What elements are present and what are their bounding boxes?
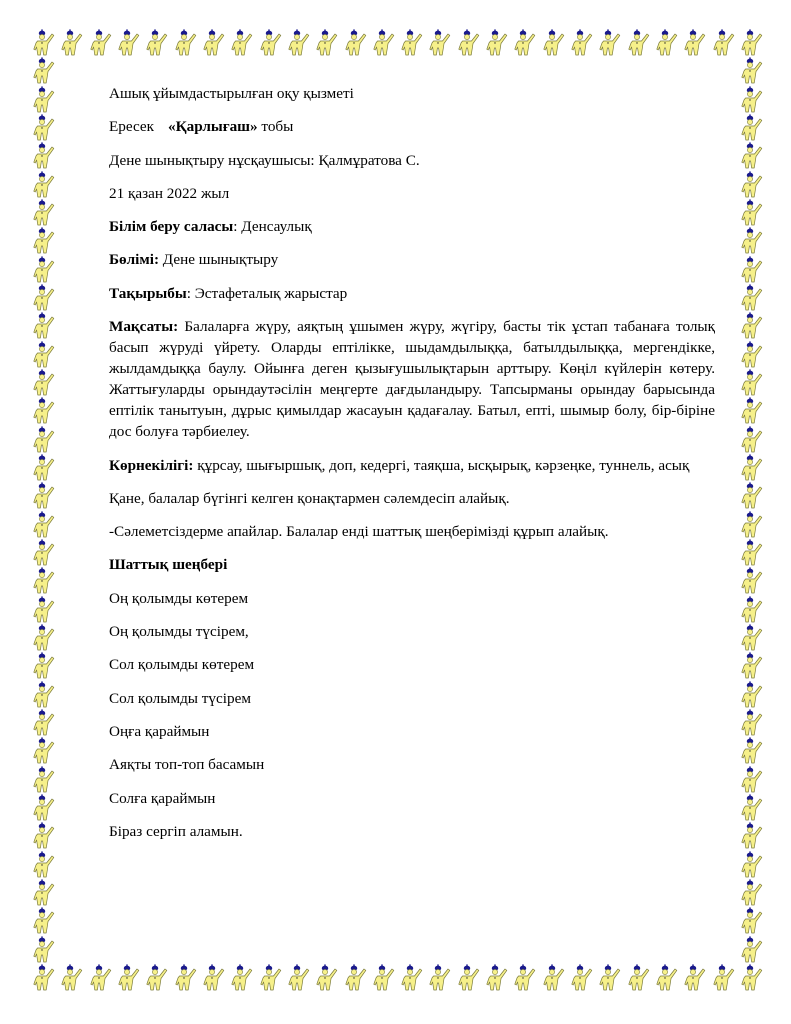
section-label: Бөлімі: bbox=[109, 251, 159, 269]
waving-child-icon bbox=[32, 766, 56, 794]
waving-child-icon bbox=[598, 29, 622, 57]
waving-child-icon bbox=[712, 29, 736, 57]
waving-child-icon bbox=[683, 964, 707, 992]
waving-child-icon bbox=[627, 29, 651, 57]
waving-child-icon bbox=[683, 29, 707, 57]
waving-child-icon bbox=[315, 29, 339, 57]
waving-child-icon bbox=[457, 964, 481, 992]
waving-child-icon bbox=[740, 142, 764, 170]
waving-child-icon bbox=[32, 199, 56, 227]
waving-child-icon bbox=[400, 964, 424, 992]
waving-child-icon bbox=[32, 879, 56, 907]
waving-child-icon bbox=[32, 737, 56, 765]
waving-child-icon bbox=[542, 964, 566, 992]
goal-field bbox=[109, 316, 715, 442]
waving-child-icon bbox=[32, 426, 56, 454]
waving-child-icon bbox=[400, 29, 424, 57]
waving-child-icon bbox=[202, 964, 226, 992]
waving-child-icon bbox=[457, 29, 481, 57]
waving-child-icon bbox=[287, 29, 311, 57]
waving-child-icon bbox=[740, 57, 764, 85]
waving-child-icon bbox=[740, 284, 764, 312]
circle-verse-line: Біраз сергіп аламын. bbox=[109, 822, 243, 840]
waving-child-icon bbox=[627, 964, 651, 992]
waving-child-icon bbox=[372, 29, 396, 57]
goal-value: Балаларға жүру, аяқтың ұшымен жүру, жүгіру, басты тік ұстап табанаға толық басып жүруді үйрету. Оларды ептілікке, шыдамдылыққа, батылдылыққа, мергендікке, жылдамдыққа баулу. Ойынға деген қызығушылықтарын арттыру. Көңіл күйлерін көтеру. Жаттығуларды орындаутәсілін меңгерте дағдыландыру. Тапсырманы орындау барысында ептілік танытуын, дұрыс қимылдар жасауын қадағалау. Батыл, епті, шымыр болу, бір-біріне дос болуға тәрбиелеу. bbox=[109, 318, 715, 441]
waving-child-icon bbox=[32, 397, 56, 425]
waving-child-icon bbox=[428, 29, 452, 57]
waving-child-icon bbox=[570, 29, 594, 57]
waving-child-icon bbox=[32, 936, 56, 964]
waving-child-icon bbox=[485, 29, 509, 57]
waving-child-icon bbox=[32, 341, 56, 369]
waving-child-icon bbox=[740, 822, 764, 850]
waving-child-icon bbox=[32, 312, 56, 340]
waving-child-icon bbox=[117, 29, 141, 57]
waving-child-icon bbox=[740, 256, 764, 284]
waving-child-icon bbox=[740, 709, 764, 737]
waving-child-icon bbox=[32, 596, 56, 624]
waving-child-icon bbox=[259, 29, 283, 57]
waving-child-icon bbox=[32, 454, 56, 482]
waving-child-icon bbox=[740, 454, 764, 482]
waving-child-icon bbox=[570, 964, 594, 992]
waving-child-icon bbox=[32, 652, 56, 680]
waving-child-icon bbox=[202, 29, 226, 57]
visual-aids-value: құрсау, шығыршық, доп, кедергі, таяқша, ысқырық, кәрзеңке, туннель, асық bbox=[193, 456, 690, 474]
waving-child-icon bbox=[32, 709, 56, 737]
waving-child-icon bbox=[740, 737, 764, 765]
waving-child-icon bbox=[542, 29, 566, 57]
waving-child-icon bbox=[60, 964, 84, 992]
waving-child-icon bbox=[740, 879, 764, 907]
waving-child-icon bbox=[230, 964, 254, 992]
waving-child-icon bbox=[230, 29, 254, 57]
waving-child-icon bbox=[372, 964, 396, 992]
waving-child-icon bbox=[32, 794, 56, 822]
waving-child-icon bbox=[740, 624, 764, 652]
topic-label: Тақырыбы bbox=[109, 284, 187, 302]
waving-child-icon bbox=[740, 397, 764, 425]
waving-child-icon bbox=[740, 766, 764, 794]
waving-child-icon bbox=[32, 29, 56, 57]
waving-child-icon bbox=[740, 199, 764, 227]
waving-child-icon bbox=[259, 964, 283, 992]
date-line: 21 қазан 2022 жыл bbox=[109, 184, 230, 202]
waving-child-icon bbox=[32, 284, 56, 312]
visual-aids-field bbox=[109, 455, 715, 476]
waving-child-icon bbox=[740, 227, 764, 255]
waving-child-icon bbox=[145, 964, 169, 992]
waving-child-icon bbox=[32, 369, 56, 397]
waving-child-icon bbox=[513, 29, 537, 57]
circle-verse-line: Солға қараймын bbox=[109, 789, 216, 807]
waving-child-icon bbox=[287, 964, 311, 992]
group-suffix: тобы bbox=[257, 118, 294, 136]
waving-child-icon bbox=[485, 964, 509, 992]
waving-child-icon bbox=[145, 29, 169, 57]
waving-child-icon bbox=[740, 652, 764, 680]
waving-child-icon bbox=[740, 511, 764, 539]
activity-title: Ашық ұйымдастырылған оқу қызметі bbox=[109, 85, 354, 102]
group-name: «Қарлығаш» bbox=[168, 118, 258, 136]
topic-value: : Эстафеталық жарыстар bbox=[186, 284, 348, 302]
waving-child-icon bbox=[32, 511, 56, 539]
dialogue-line: Қане, балалар бүгінгі келген қонақтармен сәлемдесіп алайық. bbox=[109, 489, 510, 507]
waving-child-icon bbox=[89, 29, 113, 57]
group-prefix: Ересек bbox=[109, 118, 155, 136]
waving-child-icon bbox=[32, 114, 56, 142]
waving-child-icon bbox=[32, 86, 56, 114]
education-area-value: : Денсаулық bbox=[233, 218, 312, 236]
waving-child-icon bbox=[655, 29, 679, 57]
waving-child-icon bbox=[32, 482, 56, 510]
waving-child-icon bbox=[315, 964, 339, 992]
visual-aids-label: Көрнекілігі: bbox=[109, 456, 194, 474]
waving-child-icon bbox=[32, 171, 56, 199]
waving-child-icon bbox=[32, 964, 56, 992]
waving-child-icon bbox=[32, 822, 56, 850]
waving-child-icon bbox=[32, 851, 56, 879]
section-field bbox=[109, 249, 715, 270]
education-area-field bbox=[109, 216, 715, 237]
waving-child-icon bbox=[344, 964, 368, 992]
waving-child-icon bbox=[598, 964, 622, 992]
waving-child-icon bbox=[740, 539, 764, 567]
waving-child-icon bbox=[740, 964, 764, 992]
circle-verse-line: Аяқты топ-топ басамын bbox=[109, 756, 265, 774]
dialogue-line: -Сәлеметсіздерме апайлар. Балалар енді шаттық шеңберімізді құрып алайық. bbox=[109, 523, 609, 541]
waving-child-icon bbox=[32, 142, 56, 170]
waving-child-icon bbox=[174, 29, 198, 57]
waving-child-icon bbox=[428, 964, 452, 992]
waving-child-icon bbox=[740, 482, 764, 510]
waving-child-icon bbox=[344, 29, 368, 57]
circle-verse-line: Сол қолымды түсірем bbox=[109, 689, 251, 707]
waving-child-icon bbox=[740, 171, 764, 199]
waving-child-icon bbox=[117, 964, 141, 992]
waving-child-icon bbox=[740, 851, 764, 879]
waving-child-icon bbox=[740, 312, 764, 340]
goal-label: Мақсаты: bbox=[109, 318, 179, 336]
waving-child-icon bbox=[712, 964, 736, 992]
waving-child-icon bbox=[655, 964, 679, 992]
circle-verse-line: Оң қолымды көтерем bbox=[109, 589, 249, 607]
waving-child-icon bbox=[32, 681, 56, 709]
waving-child-icon bbox=[174, 964, 198, 992]
waving-child-icon bbox=[60, 29, 84, 57]
waving-child-icon bbox=[740, 567, 764, 595]
waving-child-icon bbox=[740, 114, 764, 142]
circle-verse-line: Оң қолымды түсірем, bbox=[109, 623, 249, 641]
waving-child-icon bbox=[740, 426, 764, 454]
waving-child-icon bbox=[740, 794, 764, 822]
waving-child-icon bbox=[740, 596, 764, 624]
waving-child-icon bbox=[32, 567, 56, 595]
waving-child-icon bbox=[32, 624, 56, 652]
waving-child-icon bbox=[32, 907, 56, 935]
waving-child-icon bbox=[740, 29, 764, 57]
group-line bbox=[109, 116, 715, 137]
waving-child-icon bbox=[32, 256, 56, 284]
topic-field bbox=[109, 283, 715, 304]
circle-verse-line: Оңға қараймын bbox=[109, 722, 210, 740]
waving-child-icon bbox=[32, 539, 56, 567]
waving-child-icon bbox=[32, 227, 56, 255]
education-area-label: Білім беру саласы bbox=[109, 218, 234, 236]
waving-child-icon bbox=[740, 936, 764, 964]
waving-child-icon bbox=[740, 369, 764, 397]
waving-child-icon bbox=[740, 681, 764, 709]
circle-verse-line: Сол қолымды көтерем bbox=[109, 656, 255, 674]
circle-title: Шаттық шеңбері bbox=[109, 556, 228, 574]
document-body bbox=[109, 83, 715, 854]
instructor-line: Дене шынықтыру нұсқаушысы: Қалмұратова С. bbox=[109, 151, 420, 169]
waving-child-icon bbox=[89, 964, 113, 992]
section-value: Дене шынықтыру bbox=[159, 251, 279, 269]
waving-child-icon bbox=[32, 57, 56, 85]
waving-child-icon bbox=[513, 964, 537, 992]
waving-child-icon bbox=[740, 86, 764, 114]
waving-child-icon bbox=[740, 341, 764, 369]
waving-child-icon bbox=[740, 907, 764, 935]
